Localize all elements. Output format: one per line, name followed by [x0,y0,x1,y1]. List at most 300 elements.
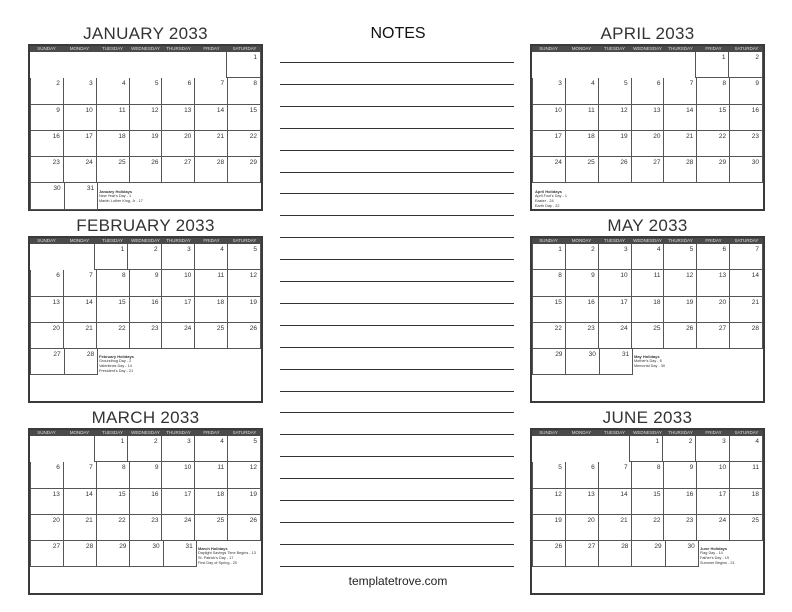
day-number: 29 [119,543,127,551]
day-number: 11 [217,464,225,472]
day-cell [566,244,599,270]
week-row [532,157,763,183]
day-number: 7 [89,272,93,280]
holiday-item: Mother's Day - 8 [634,359,662,364]
empty-cell [228,183,261,209]
day-cell [664,270,697,296]
empty-cell [662,52,695,78]
day-number: 29 [249,159,258,167]
day-number: 24 [620,324,628,332]
day-number: 15 [718,106,727,114]
day-cell [532,244,566,270]
week-row [532,52,763,78]
weekday-label: SATURDAY [232,238,257,243]
day-cell [532,131,566,157]
day-number: 10 [85,106,93,114]
day-cell [30,131,64,157]
week-row [30,349,261,375]
day-number: 16 [686,490,694,498]
day-number: 16 [151,298,159,306]
empty-cell [161,52,194,78]
weekday-label: TUESDAY [102,46,123,51]
holiday-title: April Holidays [535,188,562,194]
day-number: 3 [187,246,191,253]
day-number: 11 [118,106,126,114]
weekday-label: MONDAY [69,46,90,51]
empty-cell [598,567,631,593]
day-cell [228,297,261,323]
day-cell [30,462,64,488]
day-cell [566,297,599,323]
day-number: 6 [56,272,60,280]
empty-cell [196,183,229,209]
weekday-label: THURSDAY [668,46,693,51]
day-number: 1 [120,246,125,253]
empty-cell [565,567,598,593]
empty-cell [63,567,96,593]
weekday-label: SUNDAY [37,430,56,435]
day-cell [599,297,632,323]
day-number: 27 [52,543,61,551]
day-cell [97,489,130,515]
empty-cell [730,375,763,401]
day-number: 21 [85,516,93,524]
day-cell [697,78,730,104]
day-cell [30,297,64,323]
day-number: 13 [587,490,595,498]
day-number: 30 [53,185,61,193]
day-cell [64,323,97,349]
weekday-label: TUESDAY [102,238,123,243]
empty-cell [62,436,94,462]
day-number: 16 [52,132,60,140]
day-cell [664,157,697,183]
note-line [280,84,514,85]
day-number: 2 [56,80,60,88]
week-row [30,131,261,157]
week-row [30,270,261,296]
day-cell [94,244,128,270]
day-number: 5 [689,246,694,253]
day-number: 8 [121,272,126,280]
day-number: 5 [623,80,628,88]
day-cell [65,349,99,375]
day-cell [228,436,261,462]
empty-cell [532,436,564,462]
day-cell [130,323,163,349]
day-number: 8 [656,464,661,472]
day-number: 18 [653,298,661,306]
day-number: 18 [216,490,225,498]
day-cell [599,78,632,104]
day-cell [228,270,261,296]
day-cell [566,105,599,131]
day-cell [729,52,763,78]
empty-cell [730,183,763,209]
day-cell [566,323,599,349]
day-cell [697,131,730,157]
weekday-label: FRIDAY [705,46,722,51]
day-cell [228,244,261,270]
day-cell [730,78,763,104]
day-number: 1 [721,54,726,61]
note-line [280,522,514,523]
day-cell [64,462,97,488]
day-number: 17 [620,298,628,306]
empty-cell [163,183,196,209]
day-cell [730,131,763,157]
day-cell [599,323,632,349]
empty-cell [697,183,730,209]
holiday-list [99,354,134,374]
holiday-title: May Holidays [634,354,660,360]
empty-cell [666,349,698,375]
day-cell [599,105,632,131]
weekday-label: MONDAY [571,46,592,51]
day-number: 26 [249,324,258,332]
day-cell [130,105,163,131]
note-line [280,391,514,392]
holiday-item: Easter - 24 [535,198,554,203]
calendar-may [530,216,765,397]
weekday-label: WEDNESDAY [633,238,662,243]
day-number: 8 [121,464,126,472]
empty-cell [630,52,663,78]
day-cell [30,157,64,183]
holiday-item: Valentines Day - 14 [99,364,132,369]
day-cell [599,541,632,567]
week-row [532,78,763,104]
day-cell [632,541,665,567]
day-number: 19 [554,516,562,524]
empty-cell [698,349,730,375]
note-line [280,325,514,326]
day-cell [664,489,697,515]
day-number: 10 [718,464,727,472]
holiday-list [99,189,143,204]
weekday-label: MONDAY [69,238,90,243]
day-number: 19 [620,132,628,140]
day-number: 3 [89,80,93,88]
day-cell [532,323,566,349]
empty-cell [194,52,227,78]
day-cell [128,244,161,270]
day-number: 10 [184,272,192,280]
weekday-label: TUESDAY [102,430,123,435]
week-row [30,157,261,183]
day-cell [730,515,763,541]
day-number: 8 [722,80,727,88]
holiday-item: New Year's Day - 1 [99,193,132,198]
day-cell [532,515,566,541]
day-cell [599,462,632,488]
holiday-list [535,189,567,209]
day-number: 19 [249,298,258,306]
day-number: 24 [184,324,192,332]
calendar-april [530,24,765,208]
day-cell [162,157,195,183]
day-number: 9 [56,106,60,114]
note-line [280,303,514,304]
day-number: 26 [249,516,258,524]
day-number: 30 [751,159,760,167]
day-cell [64,489,97,515]
day-number: 21 [686,132,694,140]
day-number: 21 [620,516,628,524]
empty-cell [731,349,763,375]
day-cell [664,297,697,323]
week-row [30,436,261,462]
empty-cell [196,349,229,375]
empty-cell [532,52,565,78]
day-cell [226,52,261,78]
empty-cell [697,567,730,593]
day-number: 25 [216,516,225,524]
day-cell [195,515,228,541]
day-cell [664,244,697,270]
day-number: 2 [153,438,158,445]
day-cell [730,489,763,515]
day-cell [228,489,261,515]
day-number: 21 [216,132,225,140]
empty-cell [564,436,596,462]
day-cell [730,462,763,488]
month-grid [28,428,263,595]
week-row [30,515,261,541]
weekday-label: TUESDAY [604,238,625,243]
day-cell [697,297,730,323]
note-line [280,215,514,216]
day-number: 5 [154,80,159,88]
note-line [280,500,514,501]
day-number: 20 [718,298,727,306]
empty-cell [228,375,261,401]
day-cell [632,78,665,104]
day-cell [599,489,632,515]
day-cell [64,131,97,157]
empty-cell [565,183,598,209]
day-cell [195,489,228,515]
day-cell [532,270,566,296]
day-cell [228,323,261,349]
weekday-label: WEDNESDAY [131,430,160,435]
day-number: 12 [620,106,628,114]
day-number: 28 [686,159,694,167]
day-cell [97,541,130,567]
holiday-title: February Holidays [99,354,134,360]
day-cell [64,157,97,183]
day-number: 11 [752,464,760,472]
day-cell [697,105,730,131]
empty-cell [30,436,62,462]
day-number: 7 [89,464,93,472]
note-line [280,566,514,567]
day-number: 25 [587,159,595,167]
day-cell [695,52,730,78]
day-cell [697,244,730,270]
day-cell [162,489,195,515]
week-row [30,375,261,401]
day-cell [64,297,97,323]
day-cell [566,462,599,488]
note-line [280,412,514,413]
day-number: 7 [623,464,628,472]
day-cell [632,323,665,349]
weekday-label: SATURDAY [232,46,257,51]
day-cell [632,462,665,488]
day-number: 26 [686,324,694,332]
note-line [280,281,514,282]
empty-cell [128,52,161,78]
weekday-label: FRIDAY [705,238,722,243]
day-number: 30 [588,351,596,359]
day-number: 9 [154,272,159,280]
day-cell [566,515,599,541]
day-number: 30 [687,543,695,551]
day-number: 19 [686,298,694,306]
week-row [30,462,261,488]
holiday-item: Summer Begins - 21 [700,561,735,566]
day-cell [162,131,195,157]
day-cell [697,489,730,515]
week-row [532,270,763,296]
day-cell [664,131,697,157]
day-number: 15 [249,106,258,114]
holiday-item: Groundhog Day - 2 [99,359,132,364]
week-row [532,323,763,349]
day-cell [130,541,163,567]
day-number: 23 [686,516,694,524]
note-line [280,456,514,457]
week-row [532,244,763,270]
day-number: 9 [591,272,595,280]
day-cell [162,105,195,131]
month-title: MAY 2033 [607,216,688,235]
day-cell [730,297,763,323]
day-number: 17 [554,132,562,140]
day-number: 2 [153,246,158,253]
day-cell [566,157,599,183]
day-number: 22 [653,516,661,524]
day-number: 3 [722,438,726,445]
day-cell [697,157,730,183]
weekday-label: TUESDAY [604,430,625,435]
day-number: 29 [718,159,727,167]
day-cell [130,515,163,541]
empty-cell [162,567,195,593]
day-number: 6 [656,80,661,88]
day-cell [228,105,261,131]
empty-cell [631,375,664,401]
weekday-label: SUNDAY [539,430,558,435]
day-number: 19 [249,490,258,498]
day-number: 12 [151,106,159,114]
holiday-title: March Holidays [198,546,228,552]
day-number: 4 [656,246,661,253]
day-number: 4 [755,438,759,445]
holiday-item: Father's Day - 19 [700,556,730,561]
day-cell [599,515,632,541]
day-number: 26 [151,159,159,167]
week-row [532,489,763,515]
day-cell [164,541,197,567]
weekday-label: SUNDAY [37,238,56,243]
day-number: 27 [653,159,661,167]
week-row [30,78,261,104]
empty-cell [730,567,763,593]
empty-cell [697,375,730,401]
month-grid [530,236,765,403]
note-line [280,172,514,173]
note-line [280,106,514,107]
note-line [280,369,514,370]
day-cell [30,349,65,375]
week-row [532,375,763,401]
week-row [30,323,261,349]
day-cell [30,270,64,296]
day-number: 18 [751,490,760,498]
day-cell [128,436,161,462]
day-number: 23 [587,324,595,332]
day-cell [30,515,64,541]
day-number: 24 [554,159,562,167]
empty-cell [597,52,630,78]
day-number: 14 [620,490,628,498]
day-number: 6 [591,464,595,472]
week-row [30,52,261,78]
day-cell [162,323,195,349]
day-cell [599,157,632,183]
week-row [30,489,261,515]
day-number: 1 [120,438,125,445]
day-number: 20 [653,132,661,140]
day-cell [664,323,697,349]
empty-cell [597,436,629,462]
empty-cell [228,567,261,593]
day-number: 22 [118,324,126,332]
day-number: 14 [216,106,225,114]
day-number: 28 [751,324,760,332]
day-cell [599,244,632,270]
note-line [280,347,514,348]
day-number: 8 [558,272,562,280]
empty-cell [30,567,63,593]
day-number: 7 [689,80,694,88]
day-number: 23 [52,159,60,167]
month-title: JUNE 2033 [602,408,693,427]
day-number: 5 [558,464,562,472]
month-title: FEBRUARY 2033 [76,216,215,235]
day-cell [97,105,130,131]
empty-cell [131,349,164,375]
weekday-label: WEDNESDAY [633,430,662,435]
day-cell [30,541,64,567]
empty-cell [30,52,63,78]
day-number: 16 [151,490,159,498]
day-cell [65,183,99,209]
day-number: 28 [86,351,95,359]
day-number: 15 [554,298,562,306]
day-cell [228,131,261,157]
holiday-list [700,546,735,566]
month-grid [28,236,263,403]
day-cell [97,462,130,488]
day-cell [195,105,228,131]
day-cell [566,131,599,157]
day-number: 12 [249,464,258,472]
day-cell [195,323,228,349]
weekday-label: MONDAY [69,430,90,435]
